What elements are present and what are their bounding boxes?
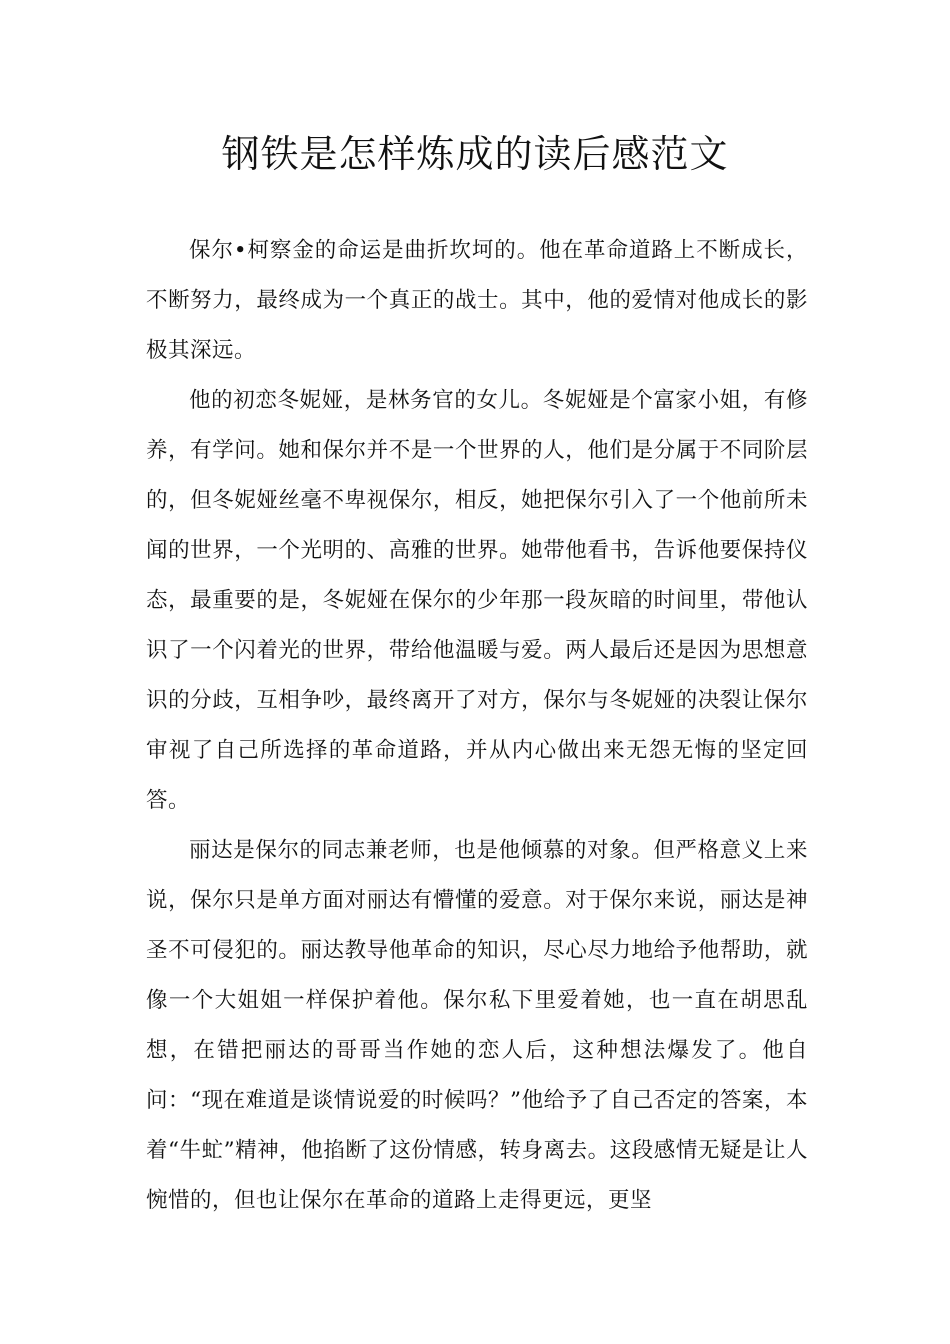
paragraph-3: 丽达是保尔的同志兼老师，也是他倾慕的对象。但严格意义上来说，保尔只是单方面对丽达有懵懂的爱意。对于保尔来说，丽达是神圣不可侵犯的。丽达教导他革命的知识，尽心尽力地给予他帮助，就像一个大姐姐一样保护着他。保尔私下里爱着她，也一直在胡思乱想，在错把丽达的哥哥当作她的恋人后，这种想法爆发了。他自问：“现在难道是谈情说爱的时候吗？”他给予了自己否定的答案，本着“牛虻”精神，他掐断了这份情感，转身离去。这段感情无疑是让人惋惜的，但也让保尔在革命的道路上走得更远，更坚 bbox=[146, 838, 808, 1213]
page-title: 钢铁是怎样炼成的读后感范文 bbox=[221, 132, 729, 176]
paragraph-2: 他的初恋冬妮娅，是林务官的女儿。冬妮娅是个富家小姐，有修养，有学问。她和保尔并不是一个世界的人，他们是分属于不同阶层的，但冬妮娅丝毫不卑视保尔，相反，她把保尔引入了一个他前所未闻的世界，一个光明的、高雅的世界。她带他看书，告诉他要保持仪态，最重要的是，冬妮娅在保尔的少年那一段灰暗的时间里，带他认识了一个闪着光的世界，带给他温暖与爱。两人最后还是因为思想意识的分歧，互相争吵，最终离开了对方，保尔与冬妮娅的决裂让保尔审视了自己所选择的革命道路，并从内心做出来无怨无悔的坚定回答。 bbox=[146, 388, 808, 813]
paragraph-1: 保尔•柯察金的命运是曲折坎坷的。他在革命道路上不断成长，不断努力，最终成为一个真正的战士。其中，他的爱情对他成长的影极其深远。 bbox=[146, 238, 808, 363]
document-body bbox=[146, 226, 808, 1226]
